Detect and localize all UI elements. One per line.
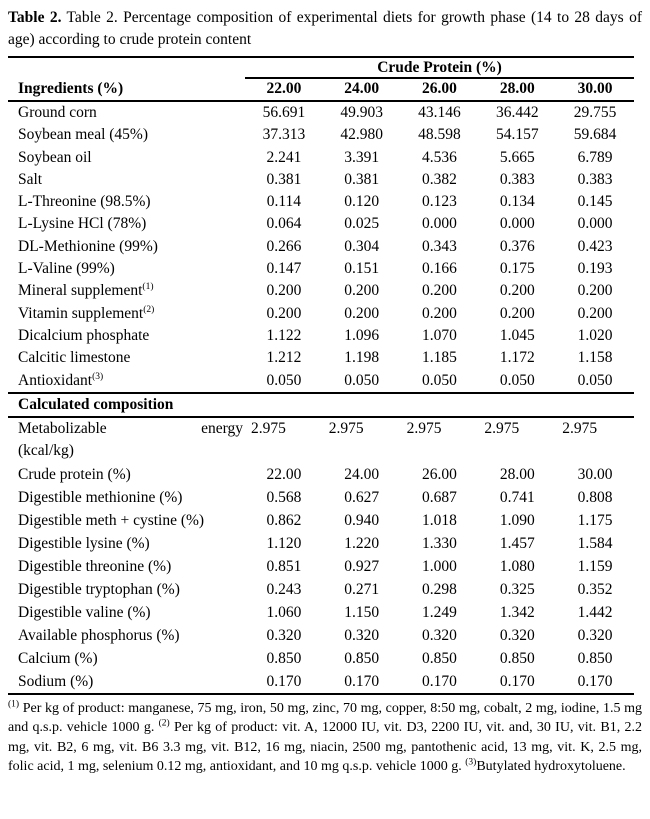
table-caption [8,7,642,51]
cell-value: 1.172 [499,349,535,367]
table-row [8,347,634,369]
row-label [8,418,245,463]
cell-value: 0.200 [344,304,380,322]
cell-value: 49.903 [340,104,383,121]
cell-value: 0.134 [499,193,535,211]
cell-value: 0.151 [344,260,380,278]
cell-value: 0.741 [499,488,535,506]
ingredients-section [8,102,634,392]
footnote-marker: (1) [8,699,20,710]
cell-value: 0.850 [577,649,613,667]
cell-value: 28.00 [499,465,535,483]
column-header: 22.00 [266,80,302,97]
table-row [8,258,634,280]
cell-value: 0.266 [266,237,302,255]
row-label: Mineral supplement$^{(1)}$ [18,282,154,300]
cell-value: 0.170 [266,672,302,690]
cell-value: 1.018 [422,511,457,529]
cell-value: 0.175 [499,260,535,278]
table-row [8,624,634,647]
cell-value: 0.862 [266,511,302,529]
cell-value: 1.185 [422,349,457,367]
cell-value: 1.212 [266,349,302,367]
cell-value: 1.045 [499,326,535,344]
cell-value: 0.200 [422,304,457,322]
cell-value: 0.050 [266,371,302,389]
table-row [8,578,634,601]
cell-value: 0.200 [344,282,380,300]
cell-value: 0.851 [266,557,302,575]
table-row [8,147,634,169]
table-row [8,532,634,555]
cell-value: 1.090 [499,511,535,529]
cell-value: 1.122 [266,326,302,344]
table-row [8,280,634,302]
cell-value: 56.691 [262,104,306,121]
row-label: DL-Methionine (99%) [18,237,158,255]
column-header-row [8,79,634,102]
cell-value: 1.442 [577,603,613,621]
cell-value: 0.850 [422,649,457,667]
table-row [8,370,634,392]
cell-value: 5.665 [499,148,535,166]
cell-value: 37.313 [262,126,306,144]
cell-value: 48.598 [418,126,461,144]
table-caption-label: Table 2. [8,9,62,26]
cell-value: 1.220 [344,534,380,552]
row-label-superscript: (2) [143,304,155,315]
cell-value: 0.320 [499,626,535,644]
table-row [8,670,634,693]
table-bottom-rule [8,693,634,695]
cell-value: 22.00 [266,465,302,483]
cell-value: 0.120 [344,193,380,211]
table-caption-text: Table 2. Percentage composition of experimental diets for growth phase (14 to 28 days of age) according to crude protein content [8,9,642,48]
row-label: Ground corn [18,104,97,121]
row-label: L-Threonine (98.5%) [18,193,151,211]
cell-value: 0.320 [422,626,457,644]
cell-value: 0.025 [344,215,380,233]
cell-value: 1.120 [266,534,302,552]
table-row [8,647,634,670]
cell-value: 2.975 [328,419,364,437]
row-label-word-left: Metabolizable [18,419,107,437]
cell-value: 0.940 [344,511,380,529]
row-label: Digestible lysine (%) [18,534,150,552]
cell-value: 1.330 [422,534,457,552]
cell-value: 0.200 [266,304,302,322]
cell-value: 1.070 [422,326,457,344]
cell-value: 0.850 [499,649,535,667]
cell-value: 42.980 [340,126,383,144]
cell-value: 29.755 [573,104,617,121]
cell-value: 0.382 [422,170,457,188]
cell-value: 0.298 [422,580,457,598]
row-label: Vitamin supplement$^{(2)}$ [18,304,155,322]
cell-value: 0.320 [344,626,380,644]
cell-value: 2.975 [406,419,442,437]
cell-value: 1.198 [344,349,380,367]
section-header-calculated-composition: Calculated composition [18,395,174,413]
cell-value: 0.320 [266,626,302,644]
cell-value: 0.050 [422,371,457,389]
row-label-superscript: (3) [92,371,104,382]
diet-composition-table [8,56,634,693]
cell-value: 2.975 [484,419,520,437]
cell-value: 0.850 [266,649,302,667]
row-label: Calcitic limestone [18,349,131,367]
group-header-spacer [8,58,245,79]
footnote-marker: (3) [465,757,477,768]
cell-value: 1.096 [344,326,380,344]
cell-value: 0.383 [577,170,613,188]
row-label: Dicalcium phosphate [18,326,150,344]
cell-value: 43.146 [418,104,461,121]
row-label-line1 [18,418,243,440]
cell-value: 1.249 [422,603,457,621]
cell-value: 0.381 [344,170,380,188]
cell-value: 0.200 [422,282,457,300]
cell-value: 1.584 [577,534,613,552]
row-label: Soybean oil [18,148,92,166]
table-row [8,124,634,146]
table-row-metabolizable-energy [8,418,634,463]
table-row [8,102,634,124]
cell-value: 0.304 [344,237,380,255]
row-label: L-Lysine HCl (78%) [18,215,147,233]
table-row [8,169,634,191]
table-row [8,191,634,213]
cell-value: 0.200 [266,282,302,300]
column-header: 24.00 [344,80,380,97]
cell-value: 24.00 [344,465,380,483]
calculated-section [8,463,634,693]
cell-value: 0.064 [266,215,302,233]
cell-value: 2.241 [266,148,302,166]
table-row [8,486,634,509]
row-label: Antioxidant$^{(3)}$ [18,371,104,389]
cell-value: 54.157 [495,126,539,144]
row-label: L-Valine (99%) [18,260,115,278]
cell-value: 1.175 [577,511,613,529]
table-row [8,509,634,532]
cell-value: 0.000 [499,215,535,233]
cell-value: 0.343 [422,237,457,255]
cell-value: 1.158 [577,349,613,367]
column-header: 28.00 [499,80,535,97]
cell-value: 0.687 [422,488,457,506]
cell-value: 0.325 [499,580,535,598]
section-header-row [8,392,634,418]
cell-value: 36.442 [495,104,539,121]
row-label: Salt [18,170,43,188]
row-label: Digestible methionine (%) [18,488,183,506]
cell-value: 0.927 [344,557,380,575]
cell-value: 1.159 [577,557,613,575]
column-header-ingredients: Ingredients (%) [18,80,124,97]
cell-value: 0.000 [577,215,613,233]
cell-value: 1.342 [499,603,535,621]
table-row [8,555,634,578]
table-row [8,325,634,347]
cell-value: 1.020 [577,326,613,344]
cell-value: 0.376 [499,237,535,255]
cell-value: 0.114 [266,193,302,211]
cell-value: 0.381 [266,170,302,188]
cell-value: 0.271 [344,580,380,598]
footnotes: $^{(1)}$ Per kg of product: manganese, 75 mg, iron, 50 mg, zinc, 70 mg, copper, 8:50 mg, cobalt, 2 mg, iodine, 1.5 mg and q.s.p. vehicle 1000 g. $^{(2)}$ Per kg of product: vit. A, 12000 IU, vit. D3, 2200 IU, vit. and, 30 IU, vit. B1, 2.2 mg, vit. B2, 6 mg, vit. B6 3.3 mg, vit. B12, 16 mg, niacin, 2500 mg, pantothenic acid, 13 mg, vit. K, 2.5 mg, folic acid, 1 mg, selenium 0.12 mg, antioxidant, and 10 mg q.s.p. vehicle 1000 g. $^{(3)}$Butylated hydroxytoluene. [8,699,642,775]
cell-value: 0.000 [422,215,457,233]
cell-value: 0.627 [344,488,380,506]
footnote-marker: (2) [158,718,170,729]
table-row [8,601,634,624]
cell-value: 26.00 [422,465,457,483]
cell-value: 0.200 [499,304,535,322]
column-header: 30.00 [577,80,613,97]
cell-value: 0.145 [577,193,613,211]
cell-value: 2.975 [562,419,598,437]
cell-value: 0.243 [266,580,302,598]
cell-value: 0.568 [266,488,302,506]
row-label: Digestible tryptophan (%) [18,580,180,598]
row-label: Crude protein (%) [18,465,131,483]
cell-value: 1.060 [266,603,302,621]
cell-value: 0.850 [344,649,380,667]
cell-value: 30.00 [577,465,613,483]
row-label-superscript: (1) [142,282,154,293]
cell-value: 1.000 [422,557,457,575]
cell-value: 0.808 [577,488,613,506]
cell-value: 0.166 [422,260,457,278]
cell-value: 0.050 [577,371,613,389]
cell-value: 0.352 [577,580,613,598]
cell-value: 3.391 [344,148,380,166]
cell-value: 0.170 [344,672,380,690]
cell-value: 0.383 [499,170,535,188]
row-label: Digestible valine (%) [18,603,151,621]
row-label: Calcium (%) [18,649,98,667]
row-label: Digestible threonine (%) [18,557,172,575]
table-row [8,463,634,486]
cell-value: 1.457 [499,534,535,552]
cell-value: 0.050 [499,371,535,389]
row-label: Digestible meth + cystine (%) [18,511,205,529]
cell-value: 0.170 [577,672,613,690]
cell-value: 0.170 [499,672,535,690]
cell-value: 0.050 [344,371,380,389]
cell-value: 0.123 [422,193,457,211]
cell-value: 0.200 [577,282,613,300]
cell-value: 0.193 [577,260,613,278]
cell-value: 6.789 [577,148,613,166]
cell-value: 4.536 [422,148,457,166]
cell-value: 0.200 [577,304,613,322]
group-header-crude-protein: Crude Protein (%) [245,58,634,79]
cell-value: 59.684 [573,126,617,144]
cell-value: 0.147 [266,260,302,278]
table-row [8,303,634,325]
cell-value: 0.200 [499,282,535,300]
cell-value: 0.423 [577,237,613,255]
row-label-word-right: energy [201,419,243,437]
row-label: Sodium (%) [18,672,94,690]
cell-value: 0.170 [422,672,457,690]
row-label-line2: (kcal/kg) [18,442,74,460]
table-row [8,213,634,235]
cell-value: 2.975 [251,419,286,437]
cell-value: 0.320 [577,626,613,644]
group-header-row [8,58,634,79]
row-label: Soybean meal (45%) [18,126,148,144]
row-label: Available phosphorus (%) [18,626,180,644]
table-row [8,236,634,258]
column-header: 26.00 [422,80,457,97]
cell-value: 1.080 [499,557,535,575]
cell-value: 1.150 [344,603,380,621]
